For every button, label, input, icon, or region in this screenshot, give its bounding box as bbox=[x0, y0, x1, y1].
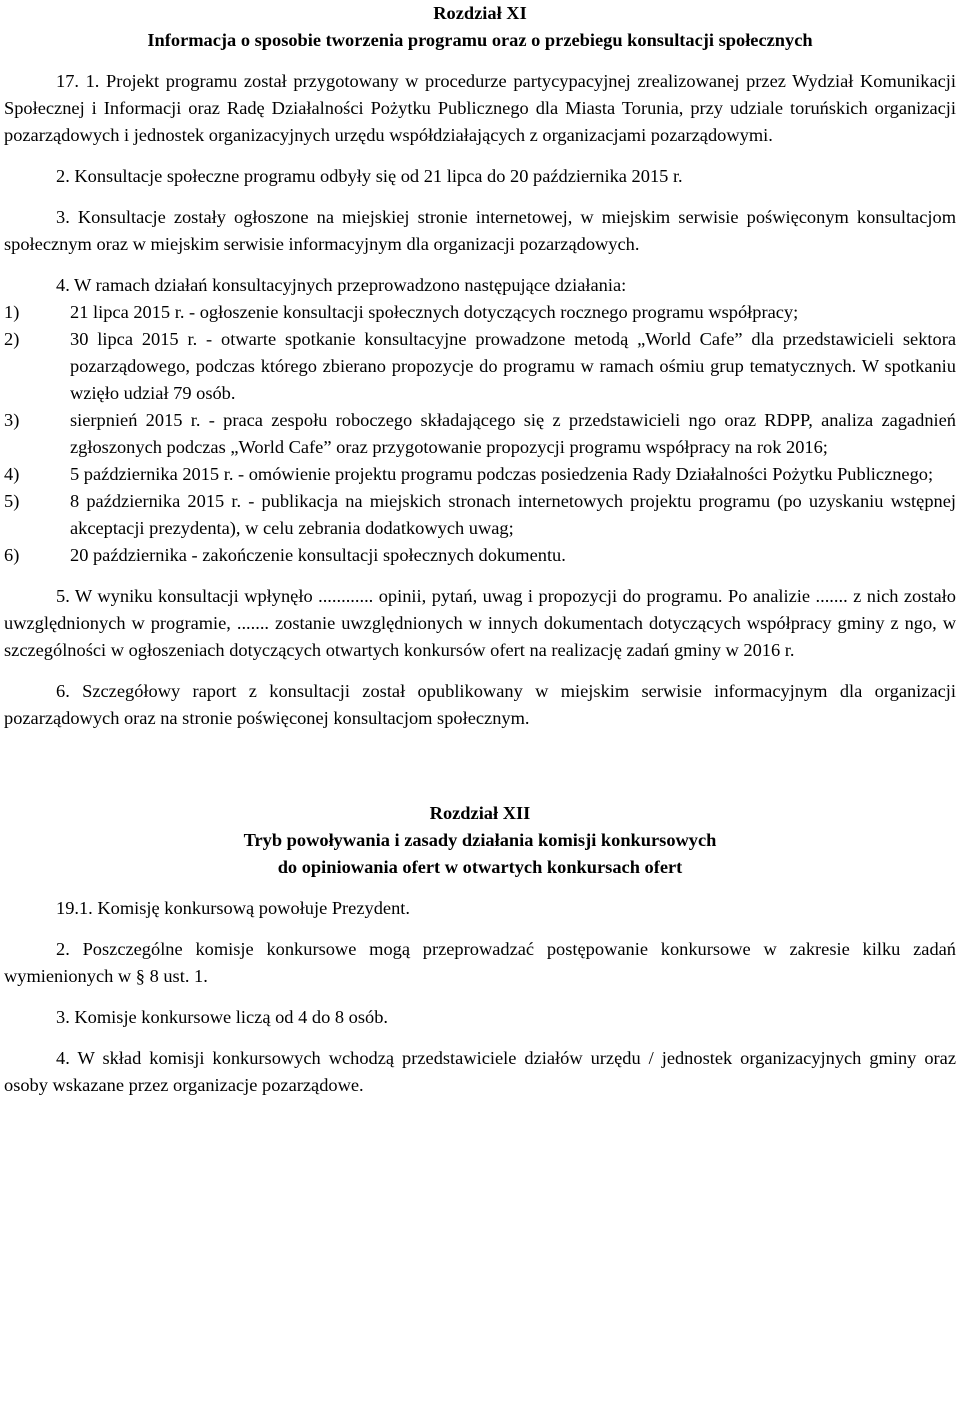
activities-list bbox=[4, 299, 956, 569]
par17-point5: 5. W wyniku konsultacji wpłynęło ............ opinii, pytań, uwag i propozycji do programu. Po analizie ....... z nich zostało uwzględnionych w programie, ....... zostanie uwzględnionych w innych dokumentach dotyczących współpracy gminy z ngo, w szczególności w ogłoszeniach dotyczących otwartych konkursów ofert na realizację zadań gminy w 2016 r. bbox=[4, 586, 956, 660]
list-item-text: 30 lipca 2015 r. - otwarte spotkanie konsultacyjne prowadzone metodą „World Cafe” dla przedstawicieli sektora pozarządowego, podczas którego zbierano propozycje do programu w ramach ośmiu grup tematycznych. W spotkaniu wzięło udział 79 osób. bbox=[70, 329, 956, 403]
par19-point1: 19.1. Komisję konkursową powołuje Prezydent. bbox=[56, 898, 410, 918]
list-item bbox=[4, 488, 956, 542]
list-item-text: sierpnień 2015 r. - praca zespołu roboczego składającego się z przedstawicieli ngo oraz RDPP, analiza zagadnień zgłoszonych podczas „World Cafe” oraz przygotowanie propozycji programu współpracy na rok 2016; bbox=[70, 410, 956, 457]
list-item bbox=[4, 407, 956, 461]
par19-point4: 4. W skład komisji konkursowych wchodzą przedstawiciele działów urzędu / jednostek organizacyjnych gminy oraz osoby wskazane przez organizacje pozarządowe. bbox=[4, 1048, 956, 1095]
list-item-text: 20 października - zakończenie konsultacji społecznych dokumentu. bbox=[70, 545, 566, 565]
par19-point2: 2. Poszczególne komisje konkursowe mogą przeprowadzać postępowanie konkursowe w zakresie kilku zadań wymienionych w § 8 ust. 1. bbox=[4, 939, 956, 986]
list-item bbox=[4, 326, 956, 407]
chapter-xi-heading: Rozdział XI bbox=[433, 3, 527, 23]
chapter-xii-title-line2: do opiniowania ofert w otwartych konkursach ofert bbox=[277, 857, 683, 877]
list-item-number: 2) bbox=[4, 329, 20, 349]
list-item-text: 5 października 2015 r. - omówienie projektu programu podczas posiedzenia Rady Działalności Pożytku Publicznego; bbox=[70, 464, 934, 484]
chapter-xii-heading: Rozdział XII bbox=[429, 803, 531, 823]
list-item bbox=[4, 299, 956, 326]
par17-point2: 2. Konsultacje społeczne programu odbyły się od 21 lipca do 20 października 2015 r. bbox=[56, 166, 683, 186]
list-item bbox=[4, 461, 956, 488]
par17-point1: 17. 1. Projekt programu został przygotowany w procedurze partycypacyjnej zrealizowanej przez Wydział Komunikacji Społecznej i Informacji oraz Radę Działalności Pożytku Publicznego dla Miasta Torunia, przy udziale toruńskich organizacji pozarządowych i jednostek organizacyjnych urzędu współdziałających z organizacjami pozarządowymi. bbox=[4, 71, 956, 145]
par19-point3: 3. Komisje konkursowe liczą od 4 do 8 osób. bbox=[56, 1007, 389, 1027]
par17-point4-intro: 4. W ramach działań konsultacyjnych przeprowadzono następujące działania: bbox=[56, 275, 627, 295]
list-item-text: 8 października 2015 r. - publikacja na miejskich stronach internetowych projektu programu (po uzyskaniu wstępnej akceptacji prezydenta), w celu zebrania dodatkowych uwag; bbox=[70, 491, 956, 538]
list-item-number: 1) bbox=[4, 302, 20, 322]
chapter-xii-title-line1: Tryb powoływania i zasady działania komisji konkursowych bbox=[243, 830, 717, 850]
list-item-text: 21 lipca 2015 r. - ogłoszenie konsultacji społecznych dotyczących rocznego programu współpracy; bbox=[70, 302, 799, 322]
list-item-number: 4) bbox=[4, 464, 20, 484]
list-item-number: 6) bbox=[4, 545, 20, 565]
list-item bbox=[4, 542, 956, 569]
list-item-number: 3) bbox=[4, 410, 20, 430]
par17-point6: 6. Szczegółowy raport z konsultacji został opublikowany w miejskim serwisie informacyjnym dla organizacji pozarządowych oraz na stronie poświęconej konsultacjom społecznym. bbox=[4, 681, 956, 728]
list-item-number: 5) bbox=[4, 491, 20, 511]
chapter-xi-title: Informacja o sposobie tworzenia programu oraz o przebiegu konsultacji społecznych bbox=[147, 30, 813, 50]
par17-point3: 3. Konsultacje zostały ogłoszone na miejskiej stronie internetowej, w miejskim serwisie poświęconym konsultacjom społecznym oraz w miejskim serwisie informacyjnym dla organizacji pozarządowych. bbox=[4, 207, 956, 254]
